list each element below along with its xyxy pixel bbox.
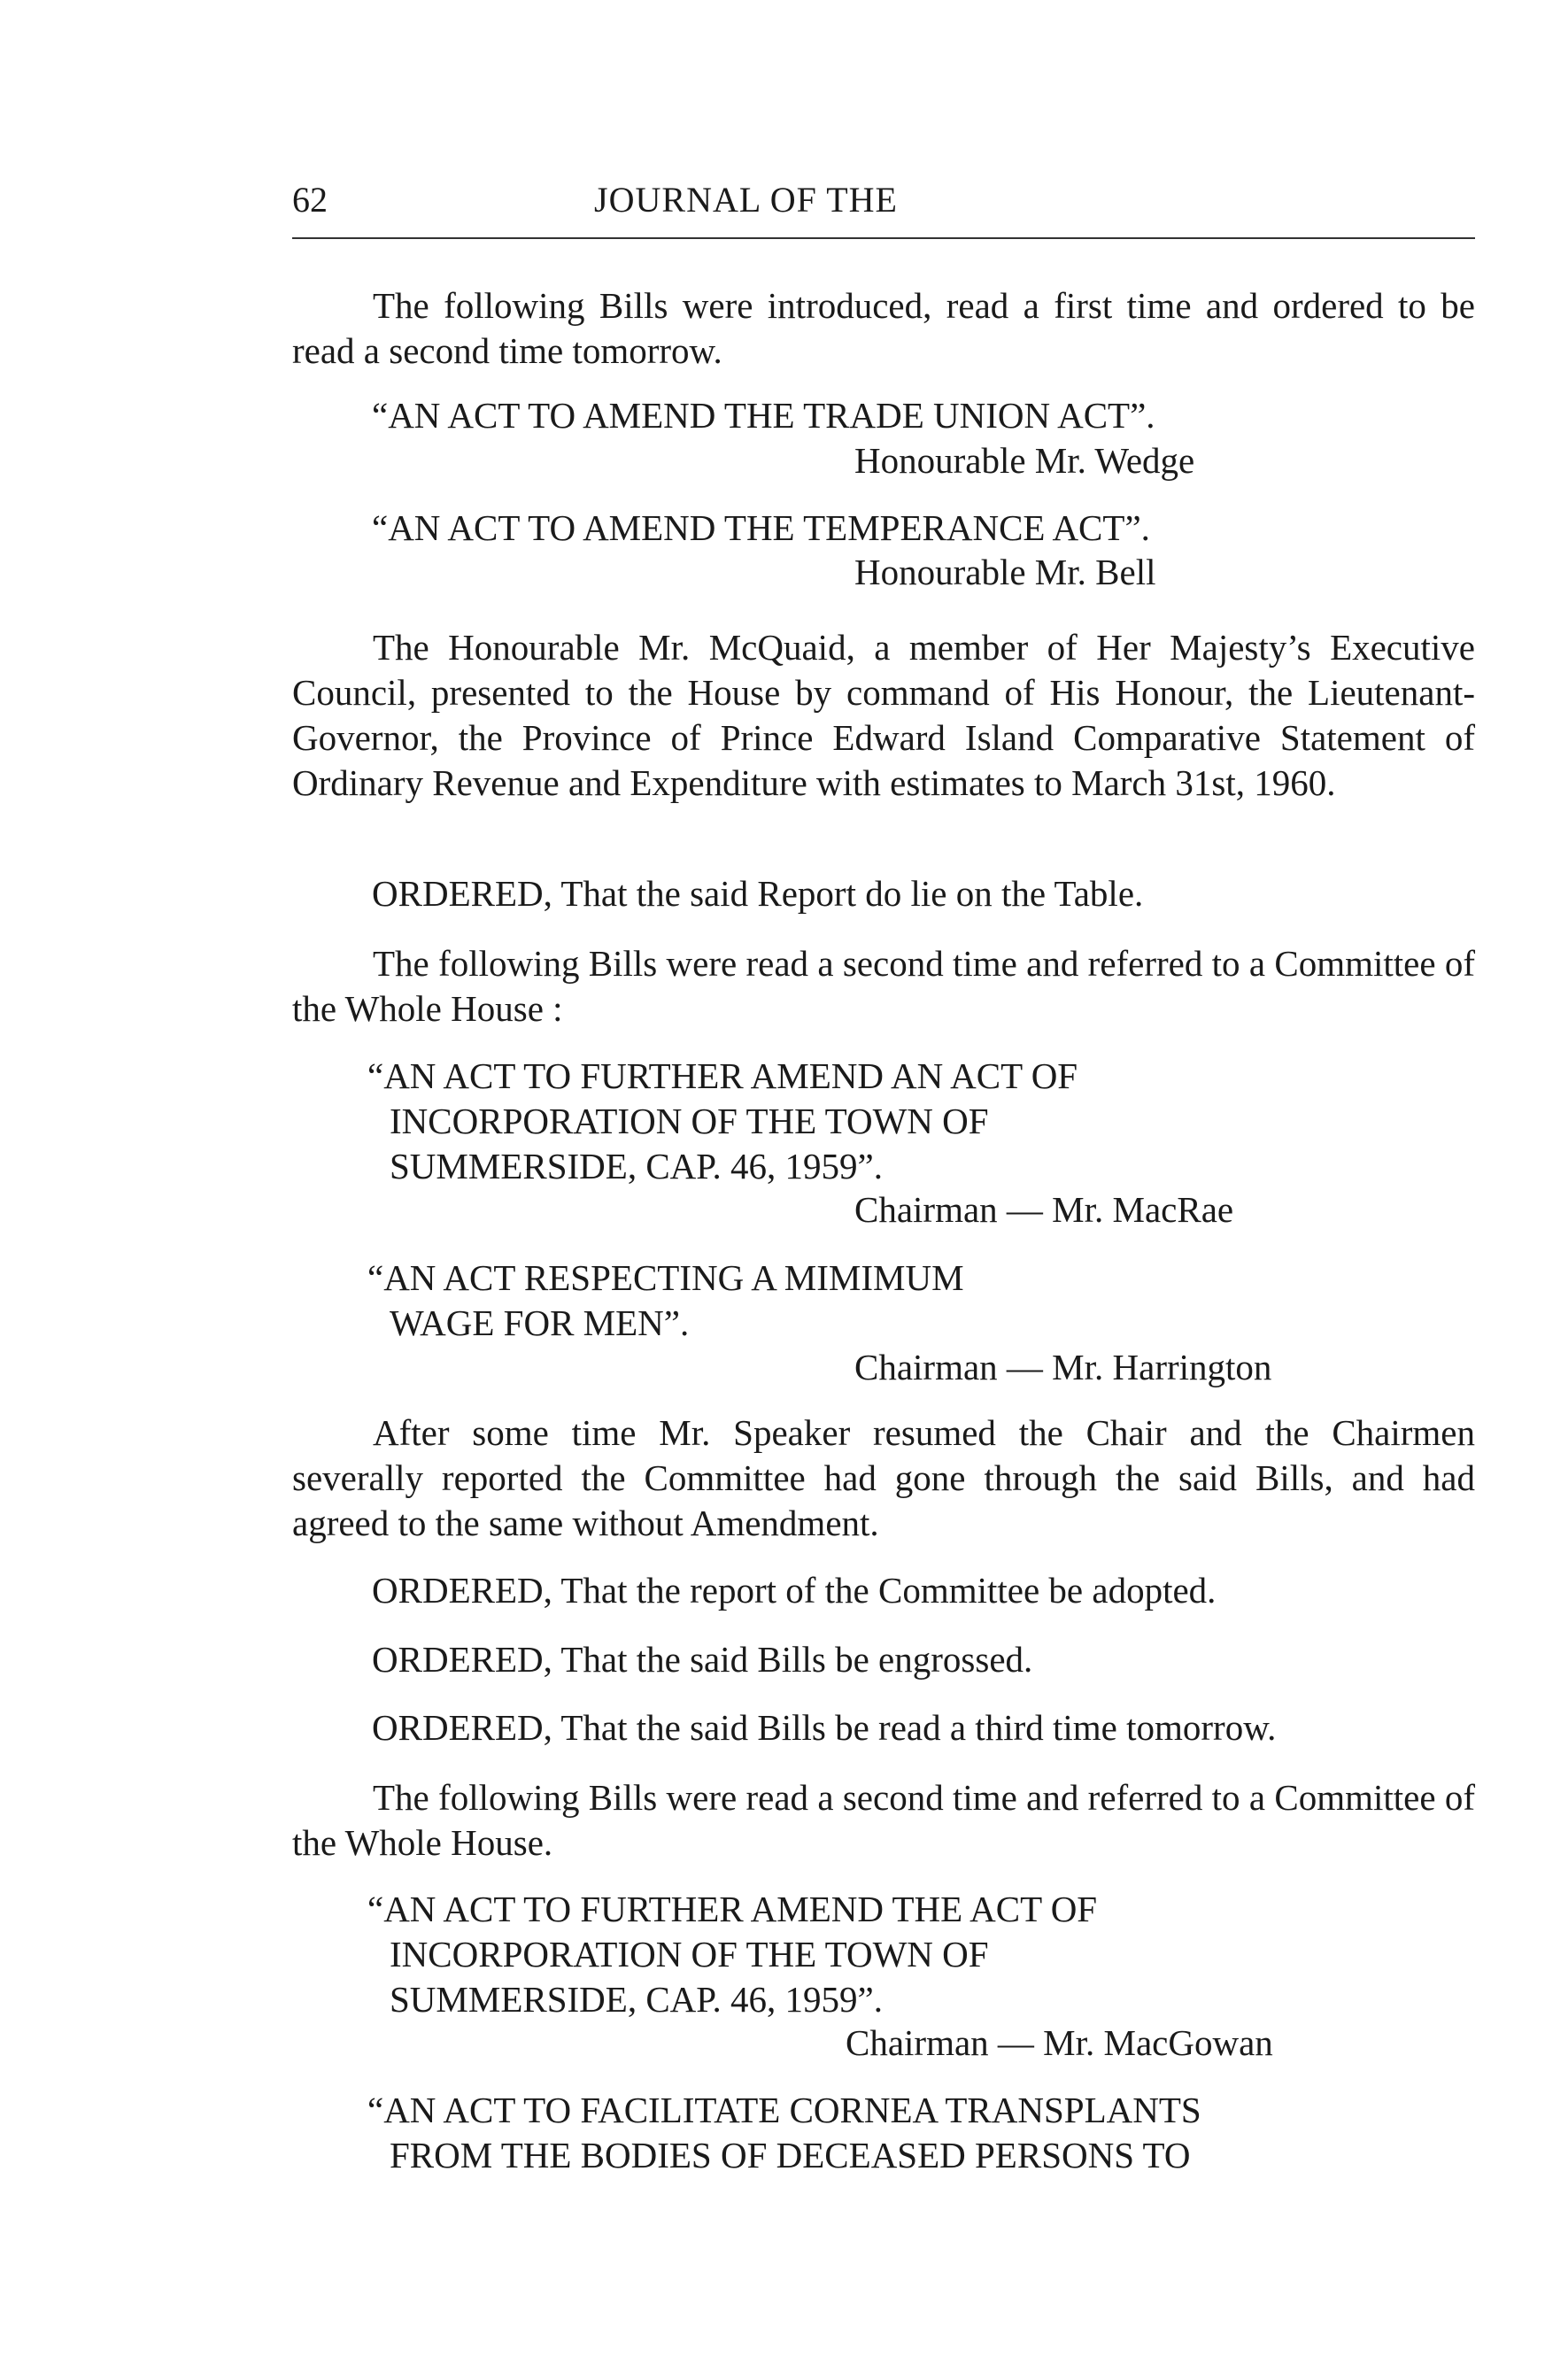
order-line: ORDERED, That the report of the Committee be adopted.	[372, 1570, 1217, 1611]
committee-bill-line: FROM THE BODIES OF DECEASED PERSONS TO	[390, 2135, 1191, 2175]
second-reading-paragraph: The following Bills were read a second time and referred to a Committee of the Whole House.	[292, 1777, 1475, 1863]
committee-bill-line: SUMMERSIDE, CAP. 46, 1959”.	[390, 1146, 883, 1186]
introduced-bill-sponsor: Honourable Mr. Wedge	[854, 440, 1195, 481]
committee-bill-line: “AN ACT RESPECTING A MIMIMUM	[367, 1257, 964, 1298]
ordered-report-line: ORDERED, That the said Report do lie on the Table.	[372, 873, 1144, 914]
mcquaid-paragraph: The Honourable Mr. McQuaid, a member of Her Majesty’s Executive Council, presented to the House by command of His Honour, the Lieutenant-Governor, the Province of Prince Edward Island Comparative Statement of Ordinary Revenue and Expenditure with estimates to March 31st, 1960.	[292, 627, 1475, 803]
running-header-title: JOURNAL OF THE	[594, 180, 898, 220]
committee-bill-line: “AN ACT TO FURTHER AMEND THE ACT OF	[367, 1889, 1098, 1929]
speaker-paragraph: After some time Mr. Speaker resumed the Chair and the Chairmen severally reported the Committee had gone through the said Bills, and had agreed to the same without Amendment.	[292, 1412, 1475, 1543]
committee-bill-line: SUMMERSIDE, CAP. 46, 1959”.	[390, 1979, 883, 2020]
committee-chairman: Chairman — Mr. Harrington	[854, 1347, 1272, 1387]
committee-bill-line: INCORPORATION OF THE TOWN OF	[390, 1101, 989, 1141]
introduced-bill-title: “AN ACT TO AMEND THE TEMPERANCE ACT”.	[372, 507, 1150, 548]
committee-bill-line: “AN ACT TO FACILITATE CORNEA TRANSPLANTS	[367, 2090, 1201, 2130]
order-line: ORDERED, That the said Bills be read a third time tomorrow.	[372, 1707, 1277, 1748]
intro-paragraph: The following Bills were introduced, read a first time and ordered to be read a second time tomorrow.	[292, 285, 1475, 371]
committee-bill-line: WAGE FOR MEN”.	[390, 1302, 690, 1343]
header-rule	[292, 237, 1475, 239]
committee-chairman: Chairman — Mr. MacRae	[854, 1189, 1234, 1230]
committee-chairman: Chairman — Mr. MacGowan	[846, 2022, 1273, 2063]
introduced-bill-title: “AN ACT TO AMEND THE TRADE UNION ACT”.	[372, 395, 1155, 436]
committee-bill-line: INCORPORATION OF THE TOWN OF	[390, 1934, 989, 1974]
page-number: 62	[292, 180, 328, 220]
committee-bill-line: “AN ACT TO FURTHER AMEND AN ACT OF	[367, 1055, 1078, 1096]
introduced-bill-sponsor: Honourable Mr. Bell	[854, 552, 1156, 592]
order-line: ORDERED, That the said Bills be engrossed.	[372, 1639, 1033, 1680]
second-reading-paragraph: The following Bills were read a second time and referred to a Committee of the Whole House :	[292, 943, 1475, 1029]
